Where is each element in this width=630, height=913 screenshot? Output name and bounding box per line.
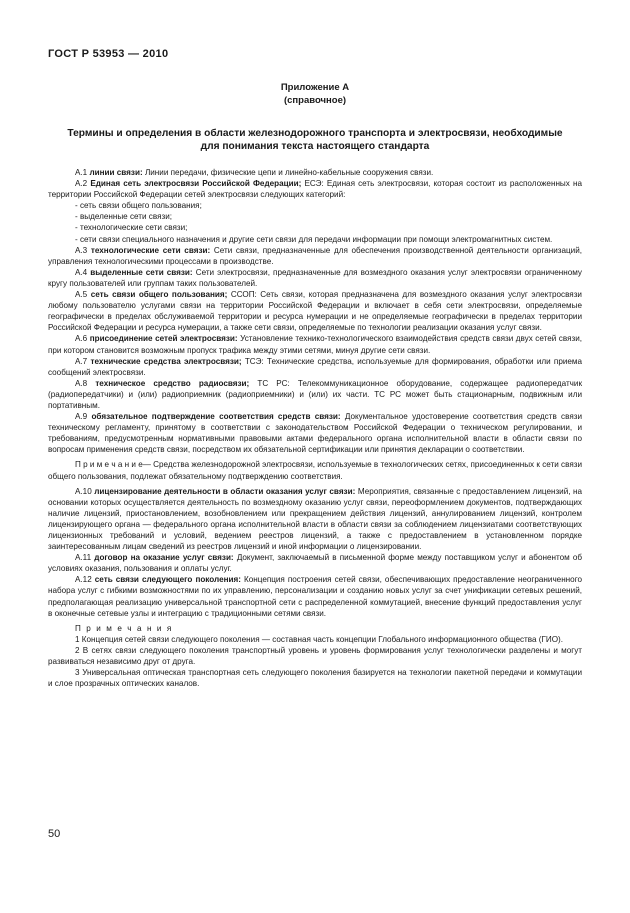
- paragraph-a4: А.4 выделенные сети связи: Сети электросвязи, предназначенные для возмездного оказания услуг электросвязи ограниченному кругу пользователей или группам таких пользователей.: [48, 267, 582, 288]
- paragraph-a1: А.1 линии связи: Линии передачи, физические цепи и линейно-кабельные сооружения связи.: [75, 168, 434, 177]
- page-number: 50: [48, 828, 61, 840]
- document-body: [48, 167, 582, 689]
- list-item: - выделенные сети связи;: [75, 212, 172, 222]
- list-item: - сеть связи общего пользования;: [75, 201, 202, 211]
- note-item: 2 В сетях связи следующего поколения транспортный уровень и уровень формирования услуг технологически разделены и могут развиваться независимо друг от друга.: [48, 645, 582, 667]
- paragraph-a11: А.11 договор на оказание услуг связи: Документ, заключаемый в письменной форме между поставщиком услуг и абонентом об условиях оказания, пользования и оплаты услуг.: [48, 553, 583, 574]
- paragraph-a9: А.9 обязательное подтверждение соответствия средств связи: Документальное удостоверение соответствия средств связи техническому регламенту, принятому в соответствии с законодательством Российской Федерации о техническом регулировании, и требованиям, предусмотренным нормативными правовыми актами федерального органа исполнительной власти в области связи по вопросам применения средств связи, посредством их обязательной сертификации или принятия декларации о соответствии.: [48, 412, 582, 455]
- paragraph-a8: А.8 техническое средство радиосвязи; ТС РС: Телекоммуникационное оборудование, содержащее радиопередатчик (радиопередатчики) и (или) радиоприемник (радиоприемники) и (или) их части. ТС РС может быть стационарным, подвижным или портативным.: [48, 378, 583, 410]
- paragraph-a3: А.3 технологические сети связи: Сети связи, предназначенные для обеспечения производственной деятельности организаций, управления технологическими процессами в производстве.: [48, 245, 583, 266]
- paragraph-a6: А.6 присоединение сетей электросвязи: Установление технико-технологического взаимодействия средств связи двух сетей связи, при котором становится возможным пропуск трафика между этими сетями, минуя другие сети связи.: [48, 334, 582, 355]
- document-title: Термины и определения в области железнодорожного транспорта и электросвязи, необходимые для понимания текста настоящего стандарта: [67, 128, 563, 152]
- annex-subtitle: (справочное): [283, 95, 347, 106]
- list-item: - сети связи специального назначения и другие сети связи для передачи информации при помощи электромагнитных систем.: [75, 234, 553, 244]
- notes-heading: П р и м е ч а н и я: [75, 623, 173, 633]
- paragraph-a10: А.10 лицензирование деятельности в области оказания услуг связи: Мероприятия, связанные с предоставлением лицензий, на основании которых осуществляется деятельность по возмездному оказанию услуг связи, переоформлением документов, подтверждающих наличие лицензий, приостановлением, возобновлением или прекращением действия лицензий, аннулированием лицензий, контролем лицензирующего органа — федерального органа исполнительной власти в области связи за соблюдением лицензиатами соответствующих лицензионных требований и условий, ведением реестров лицензий, а также с предоставлением в установленном порядке заинтересованным лицам сведений из реестров лицензий и иной информации о лицензировании.: [48, 486, 583, 552]
- paragraph-a5: А.5 сеть связи общего пользования; ССОП: Сеть связи, которая предназначена для возмездного оказания услуг электросвязи любому пользователю услугами связи на территории Российской Федерации и включает в себя сети электросвязи, определяемые географически в пределах обслуживаемой территории и ресурса нумерации и не определяемые географически в пределах территории Российской Федерации и ресурса нумерации, а также сети связи, определяемые по технологии реализации оказания услуг связи.: [48, 290, 582, 333]
- paragraph-a2: А.2 Единая сеть электросвязи Российской Федерации; ЕСЭ: Единая сеть электросвязи, которая состоит из расположенных на территории Российской Федерации сетей электросвязи следующих категорий:: [48, 179, 582, 200]
- note-a9: П р и м е ч а н и е— Средства железнодорожной электросвязи, используемые в технологических сетях, присоединенных к сети связи общего пользования, подлежат обязательному подтверждению соответствия.: [48, 460, 582, 481]
- note-item: 3 Универсальная оптическая транспортная сеть следующего поколения базируется на технологии пакетной передачи и коммутации и слое прозрачных оптических каналов.: [48, 668, 582, 689]
- paragraph-a12: А.12 сеть связи следующего поколения: Концепция построения сетей связи, обеспечивающих предоставление неограниченного набора услуг с гибкими возможностями по их управлению, персонализации и созданию новых услуг за счет унификации сетевых решений, предполагающая реализацию универсальной транспортной сети с распределенной коммутацией, внесение функций предоставления услуг в оконечные сетевые узлы и интеграцию с традиционными сетями связи.: [48, 575, 582, 618]
- list-item: - технологические сети связи;: [75, 223, 188, 233]
- note-item: 1 Концепция сетей связи следующего поколения — составная часть концепции Глобального информационного общества (ГИО).: [75, 634, 563, 644]
- annex-title: Приложение А: [280, 82, 350, 93]
- paragraph-a7: А.7 технические средства электросвязи; ТСЭ: Технические средства, используемые для формирования, обработки или приема сообщений электросвязи.: [48, 356, 582, 377]
- standard-code: ГОСТ Р 53953 — 2010: [48, 48, 169, 60]
